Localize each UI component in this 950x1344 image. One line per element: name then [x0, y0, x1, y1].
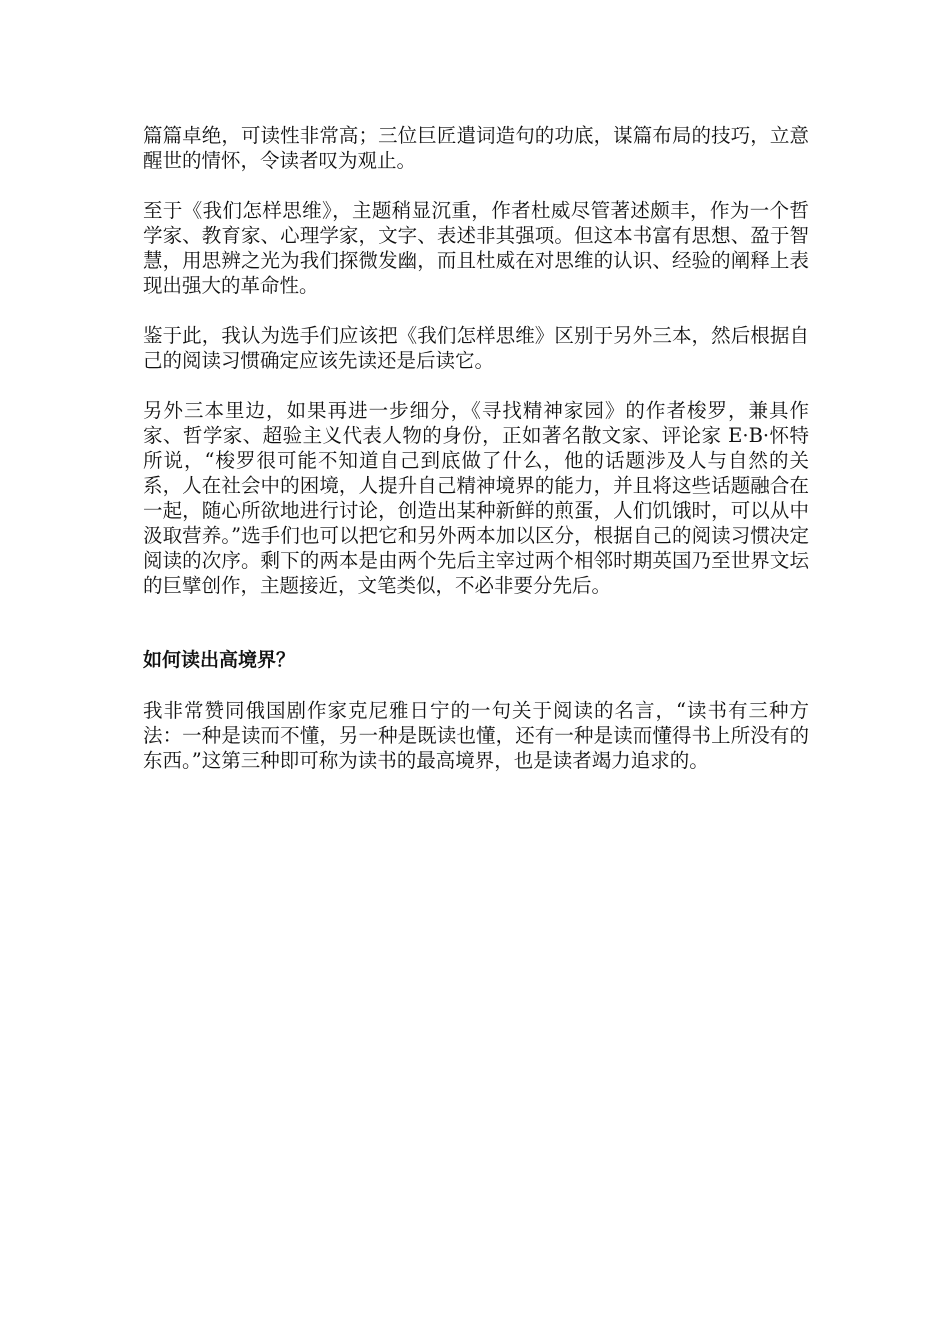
document-body — [143, 123, 809, 773]
paragraph-masterpieces: 篇篇卓绝，可读性非常高；三位巨匠遣词造句的功底，谋篇布局的技巧，立意醒世的情怀，令读者叹为观止。 — [143, 124, 809, 172]
paragraph-reading-order: 鉴于此，我认为选手们应该把《我们怎样思维》区别于另外三本，然后根据自己的阅读习惯确定应该先读还是后读它。 — [143, 324, 809, 372]
section-spacer — [143, 598, 809, 648]
section-heading: 如何读出高境界？ — [143, 649, 296, 671]
paragraph-how-we-think: 至于《我们怎样思维》，主题稍显沉重，作者杜威尽管著述颇丰，作为一个哲学家、教育家、心理学家，文字、表述非其强项。但这本书富有思想、盈于智慧，用思辨之光为我们探微发幽，而且杜威在对思维的认识、经验的阐释上表现出强大的革命性。 — [143, 199, 809, 297]
paragraph-reading-realm: 我非常赞同俄国剧作家克尼雅日宁的一句关于阅读的名言，“读书有三种方法：一种是读而不懂，另一种是既读也懂，还有一种是读而懂得书上所没有的东西。”这第三种即可称为读书的最高境界，也是读者竭力追求的。 — [143, 699, 809, 772]
paragraph-thoreau: 另外三本里边，如果再进一步细分，《寻找精神家园》的作者梭罗，兼具作家、哲学家、超验主义代表人物的身份，正如著名散文家、评论家 E·B·怀特所说，“梭罗很可能不知道自己到底做了什么，他的话题涉及人与自然的关系，人在社会中的困境，人提升自己精神境界的能力，并且将这些话题融合在一起，随心所欲地进行讨论，创造出某种新鲜的煎蛋，人们饥饿时，可以从中汲取营养。”选手们也可以把它和另外两本加以区分，根据自己的阅读习惯决定阅读的次序。剩下的两本是由两个先后主宰过两个相邻时期英国乃至世界文坛的巨擘创作，主题接近，文笔类似，不必非要分先后。 — [143, 399, 809, 597]
